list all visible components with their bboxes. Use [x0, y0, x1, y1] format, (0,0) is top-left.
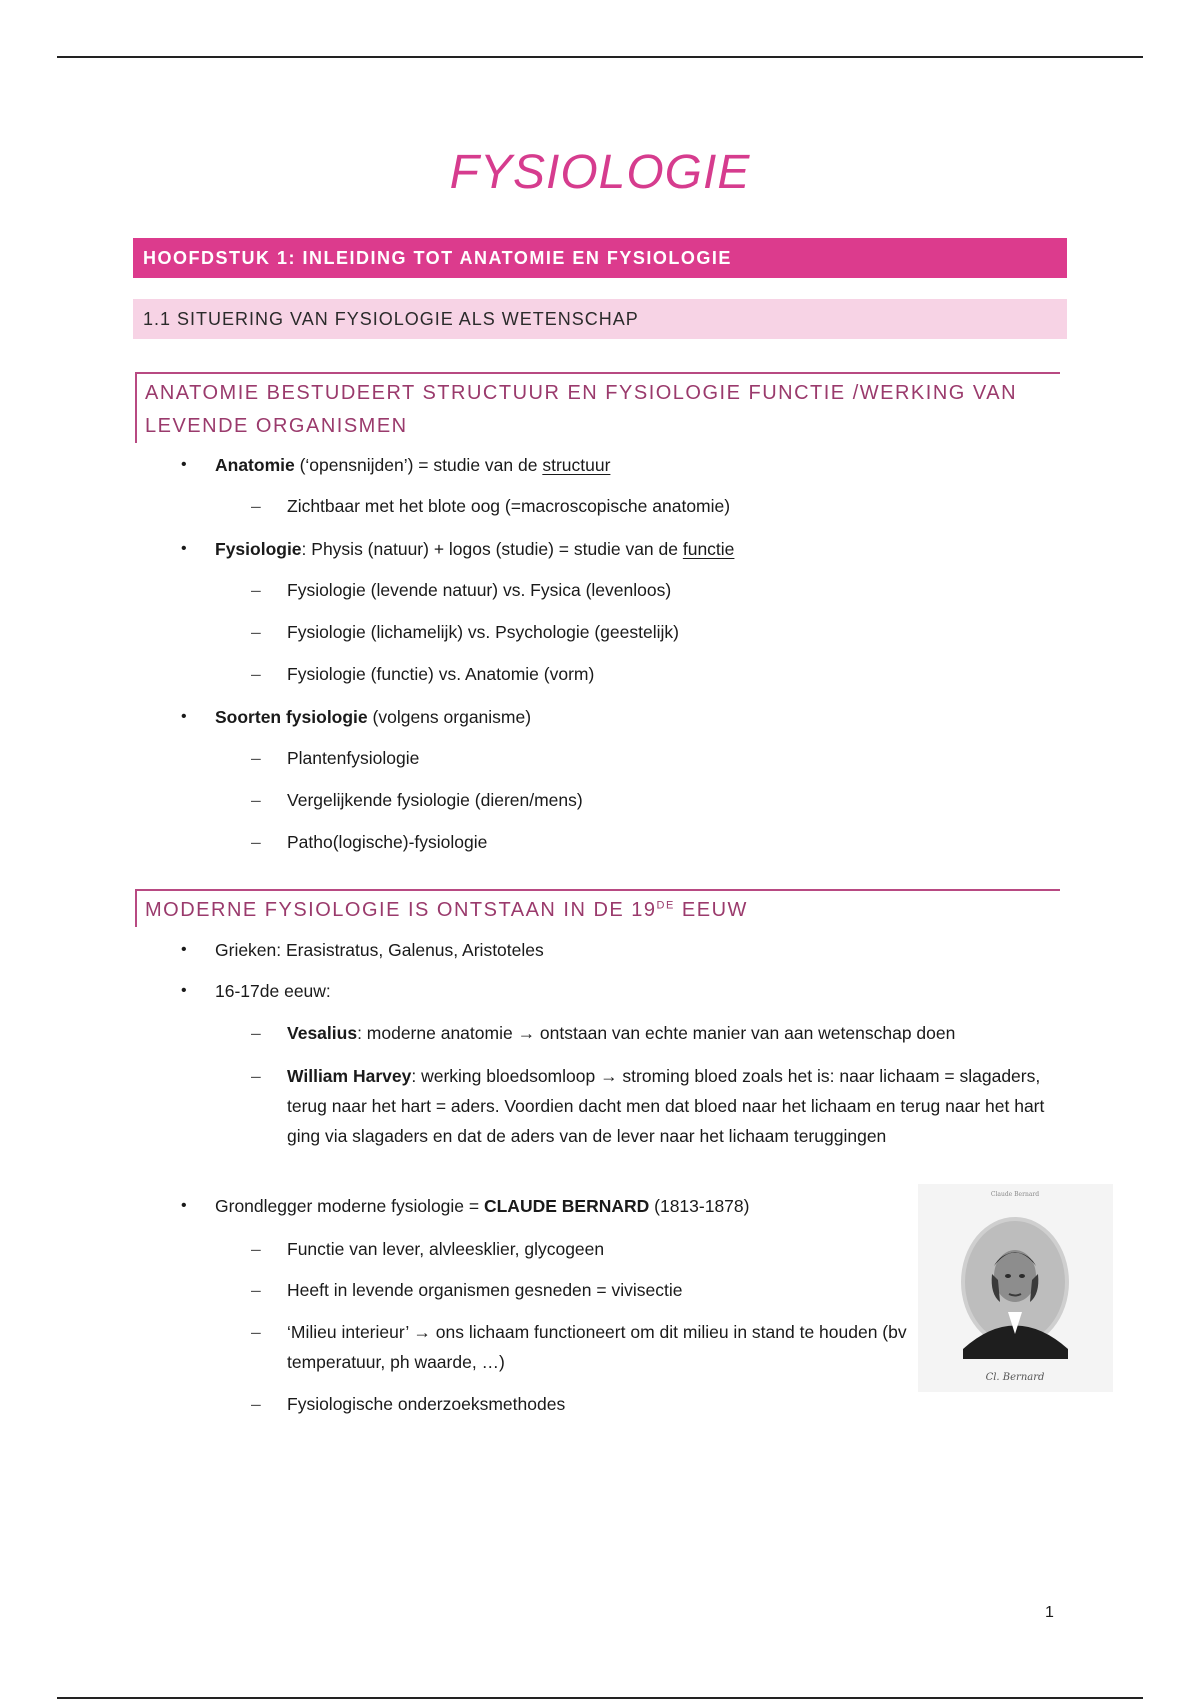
dash-icon: – — [251, 1280, 261, 1300]
list-subitem: – Functie van lever, alvleesklier, glycogeen — [287, 1234, 907, 1264]
list-subitem-vesalius: – Vesalius: moderne anatomie → ontstaan van echte manier van aan wetenschap doen — [287, 1018, 1047, 1048]
list-item-bernard: • Grondlegger moderne fysiologie = CLAUDE BERNARD (1813-1878) — [215, 1191, 1045, 1221]
list-item-fysiologie: • Fysiologie: Physis (natuur) + logos (studie) = studie van de functie — [215, 534, 1045, 564]
list-subitem: – Fysiologie (levende natuur) vs. Fysica (levenloos) — [287, 575, 1047, 605]
list-subitem: – Fysiologie (functie) vs. Anatomie (vorm) — [287, 659, 1047, 689]
list-subitem: – ‘Milieu interieur’ → ons lichaam functioneert om dit milieu in stand te houden (bv temperatuur, ph waarde, …) — [287, 1317, 907, 1377]
dash-icon: – — [251, 1066, 261, 1086]
list-subitem: – Heeft in levende organismen gesneden = vivisectie — [287, 1275, 907, 1305]
list-subitem-harvey: – William Harvey: werking bloedsomloop → stroming bloed zoals het is: naar lichaam = slagaders, terug naar het hart = aders. Voordien dacht men dat bloed naar het lichaam en terug naar het hart ging via slagaders en dat de aders van de lever naar het lichaam teruggingen — [287, 1061, 1047, 1151]
bottom-rule — [57, 1697, 1143, 1699]
page-number: 1 — [1045, 1604, 1054, 1621]
chapter-heading: HOOFDSTUK 1: INLEIDING TOT ANATOMIE EN FYSIOLOGIE — [133, 238, 1067, 278]
list-item-eeuw: • 16-17de eeuw: — [215, 976, 1045, 1006]
bullet-icon: • — [181, 708, 187, 725]
dash-icon: – — [251, 1239, 261, 1259]
dash-icon: – — [251, 622, 261, 642]
list-subitem: – Zichtbaar met het blote oog (=macroscopische anatomie) — [287, 491, 1047, 521]
list-item-soorten: • Soorten fysiologie (volgens organisme) — [215, 702, 1045, 732]
list-subitem: – Patho(logische)-fysiologie — [287, 827, 1047, 857]
bullet-icon: • — [181, 540, 187, 557]
dash-icon: – — [251, 1322, 261, 1342]
dash-icon: – — [251, 580, 261, 600]
dash-icon: – — [251, 496, 261, 516]
dash-icon: – — [251, 832, 261, 852]
list-subitem: – Plantenfysiologie — [287, 743, 1047, 773]
dash-icon: – — [251, 748, 261, 768]
list-subitem: – Vergelijkende fysiologie (dieren/mens) — [287, 785, 1047, 815]
dash-icon: – — [251, 664, 261, 684]
list-item-anatomie: • Anatomie (‘opensnijden’) = studie van de structuur — [215, 450, 1045, 480]
subheading-anatomie-fysiologie: ANATOMIE BESTUDEERT STRUCTUUR EN FYSIOLOGIE FUNCTIE /WERKING VAN LEVENDE ORGANISMEN — [135, 372, 1060, 443]
portrait-caption: Claude Bernard — [990, 1191, 1040, 1198]
portrait-illustration — [918, 1184, 1113, 1392]
list-item-grieken: • Grieken: Erasistratus, Galenus, Aristoteles — [215, 935, 1045, 965]
dash-icon: – — [251, 1394, 261, 1414]
top-rule — [57, 56, 1143, 58]
list-subitem: – Fysiologie (lichamelijk) vs. Psychologie (geestelijk) — [287, 617, 1047, 647]
list-subitem: – Fysiologische onderzoeksmethodes — [287, 1389, 907, 1419]
dash-icon: – — [251, 1023, 261, 1043]
bullet-icon: • — [181, 456, 187, 473]
portrait-claude-bernard — [918, 1184, 1113, 1392]
portrait-signature: Cl. Bernard — [985, 1372, 1045, 1383]
bullet-icon: • — [181, 941, 187, 958]
subheading-moderne-fysiologie: MODERNE FYSIOLOGIE IS ONTSTAAN IN DE 19DE EEUW — [135, 889, 1060, 927]
bullet-icon: • — [181, 1197, 187, 1214]
dash-icon: – — [251, 790, 261, 810]
page-title: FYSIOLOGIE — [449, 146, 751, 199]
section-heading: 1.1 SITUERING VAN FYSIOLOGIE ALS WETENSCHAP — [133, 299, 1067, 339]
bullet-icon: • — [181, 982, 187, 999]
